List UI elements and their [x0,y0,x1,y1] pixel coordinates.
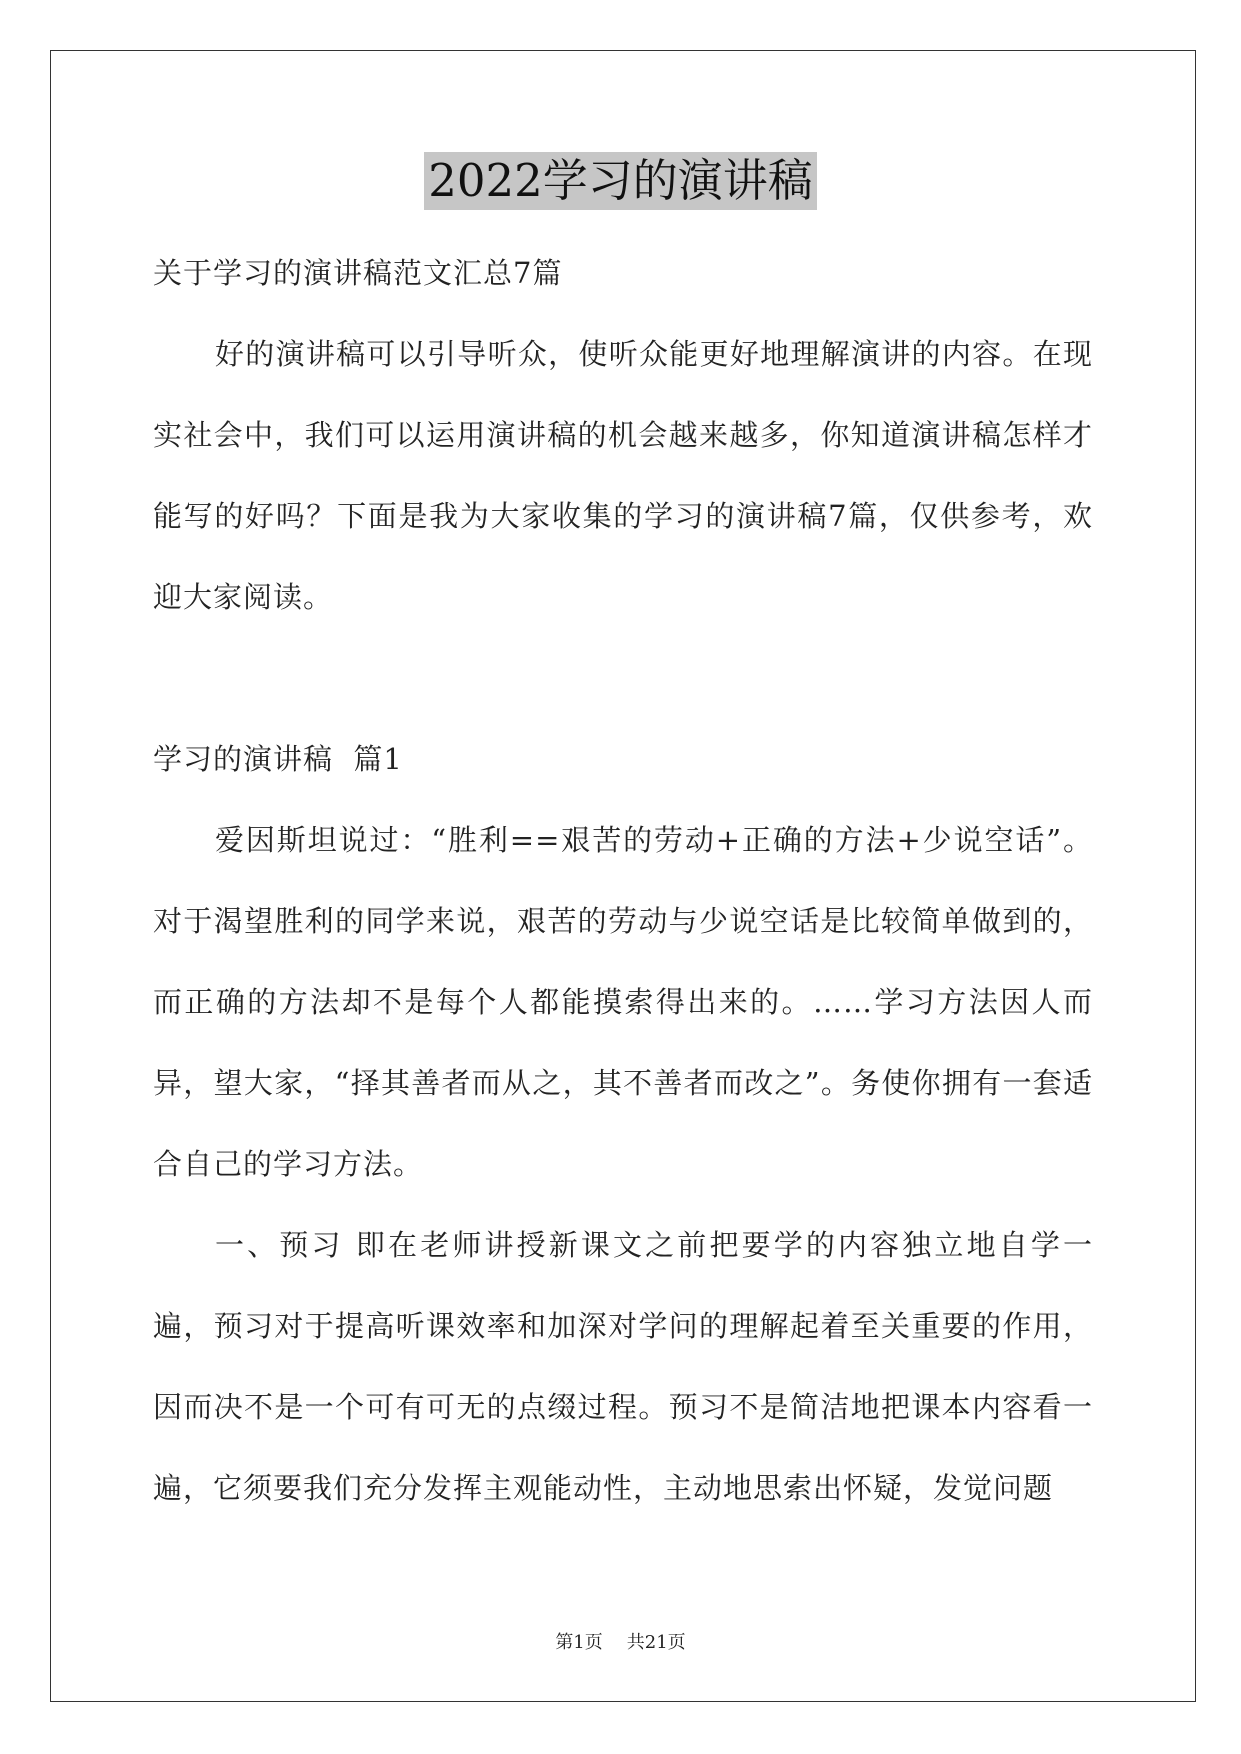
document-body [153,233,1093,1529]
page-number: 第1页 [555,1632,603,1653]
document-subtitle: 关于学习的演讲稿范文汇总7篇 [153,256,563,290]
section-heading: 学习的演讲稿 篇1 [153,742,403,776]
blank-line [153,638,1093,719]
body-paragraph-1: 爱因斯坦说过：“胜利==艰苦的劳动+正确的方法+少说空话”。对于渴望胜利的同学来说，艰苦的劳动与少说空话是比较简单做到的，而正确的方法却不是每个人都能摸索得出来的。……学习方法因人而异，望大家，“择其善者而从之，其不善者而改之”。务使你拥有一套适合自己的学习方法。 [153,823,1093,1181]
intro-paragraph: 好的演讲稿可以引导听众，使听众能更好地理解演讲的内容。在现实社会中，我们可以运用演讲稿的机会越来越多，你知道演讲稿怎样才能写的好吗？下面是我为大家收集的学习的演讲稿7篇，仅供参考，欢迎大家阅读。 [153,337,1093,614]
page-footer [0,1632,1241,1654]
body-paragraph-2: 一、预习 即在老师讲授新课文之前把要学的内容独立地自学一遍，预习对于提高听课效率和加深对学问的理解起着至关重要的作用，因而决不是一个可有可无的点缀过程。预习不是简洁地把课本内容看一遍，它须要我们充分发挥主观能动性，主动地思索出怀疑，发觉问题 [153,1228,1093,1505]
title-container [0,152,1241,210]
document-title: 2022学习的演讲稿 [424,152,817,210]
page-total: 共21页 [626,1632,686,1653]
